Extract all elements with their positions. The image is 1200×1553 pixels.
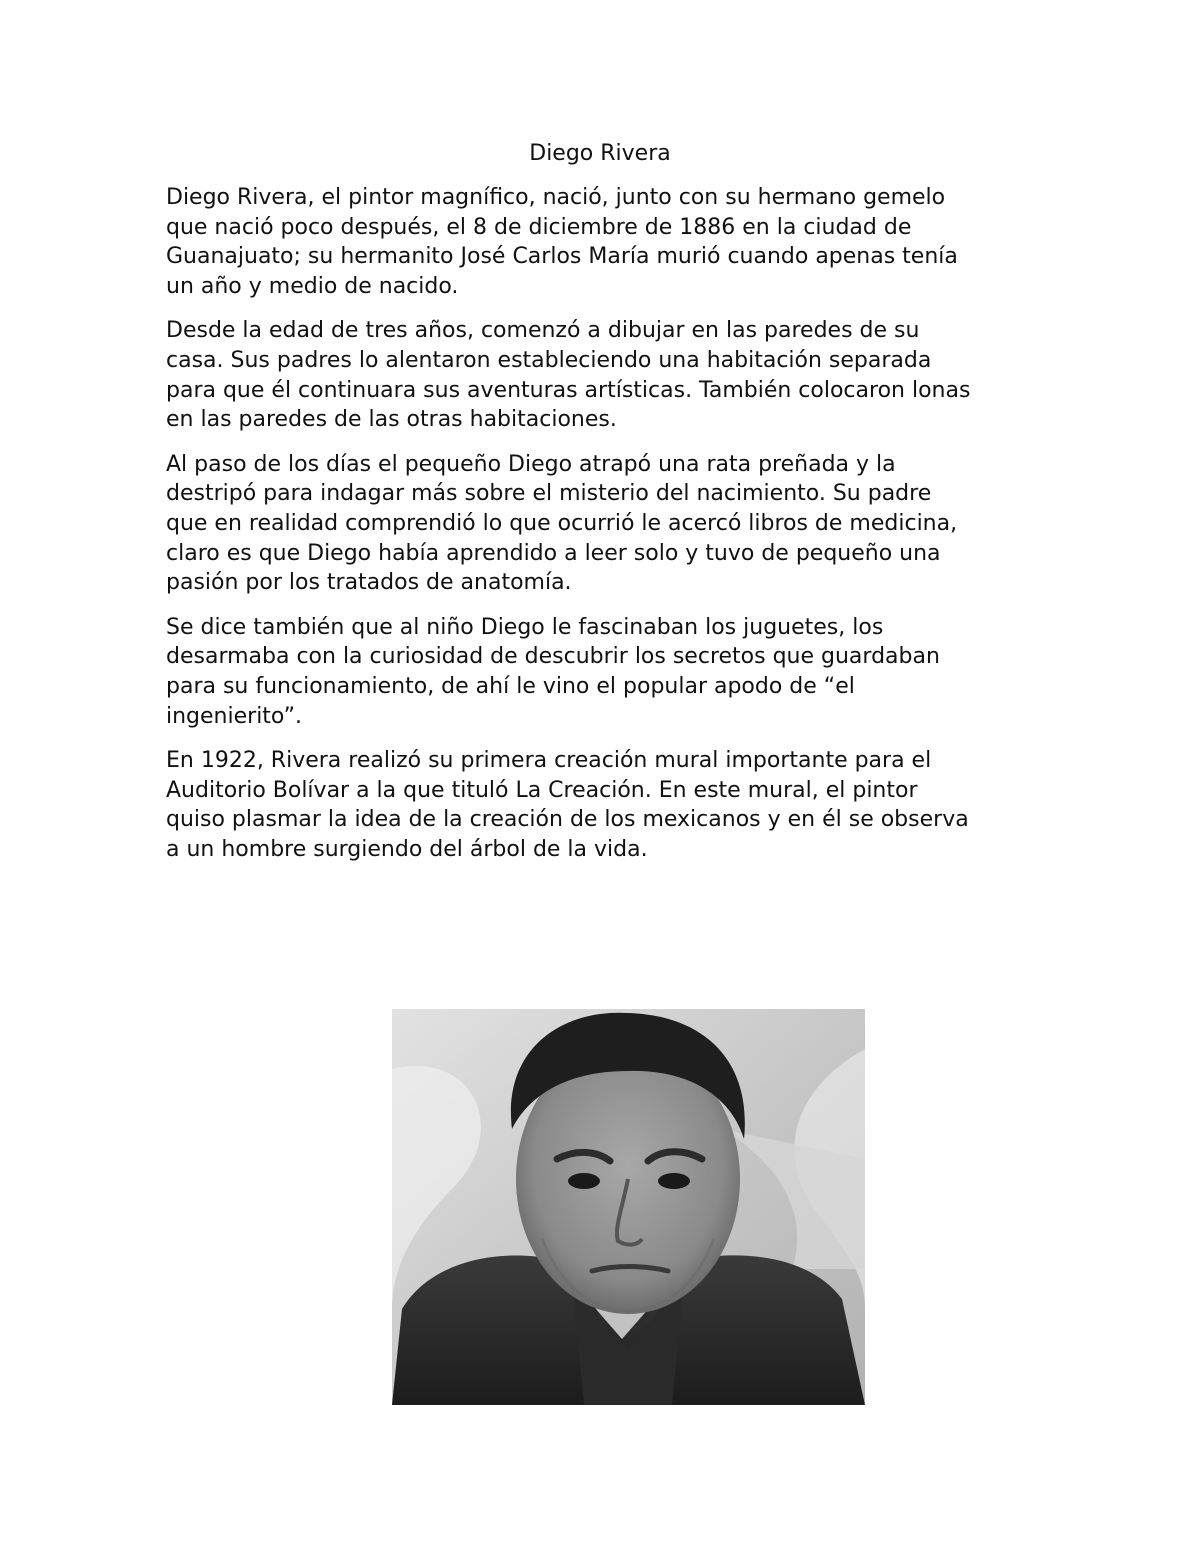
paragraph-birth: Diego Rivera, el pintor magnífico, nació, junto con su hermano gemelo que nació poco después, el 8 de diciembre de 1886 en la ciudad de Guanajuato; su hermanito José Carlos María murió cuando apenas tenía un año y medio de nacido. [166, 185, 958, 299]
document-title: Diego Rivera [529, 141, 671, 166]
paragraph-early-drawing: Desde la edad de tres años, comenzó a dibujar en las paredes de su casa. Sus padres lo alentaron estableciendo una habitación separada para que él continuara sus aventuras artísticas. También colocaron lonas en las paredes de las otras habitaciones. [166, 318, 971, 433]
portrait-photo [392, 1009, 865, 1405]
paragraph-toys: Se dice también que al niño Diego le fascinaban los juguetes, los desarmaba con la curiosidad de descubrir los secretos que guardaban para su funcionamiento, de ahí le vino el popular apodo de “el ingenierito”. [166, 614, 940, 729]
paragraph-mural: En 1922, Rivera realizó su primera creación mural importante para el Auditorio Bolívar a la que tituló La Creación. En este mural, el pintor quiso plasmar la idea de la creación de los mexicanos y en él se observa a un hombre surgiendo del árbol de la vida. [166, 748, 969, 862]
portrait-illustration [392, 1009, 865, 1405]
document-body [166, 183, 1046, 879]
paragraph-anatomy: Al paso de los días el pequeño Diego atrapó una rata preñada y la destripó para indagar más sobre el misterio del nacimiento. Su padre que en realidad comprendió lo que ocurrió le acercó libros de medicina, claro es que Diego había aprendido a leer solo y tuvo de pequeño una pasión por los tratados de anatomía. [166, 451, 958, 596]
